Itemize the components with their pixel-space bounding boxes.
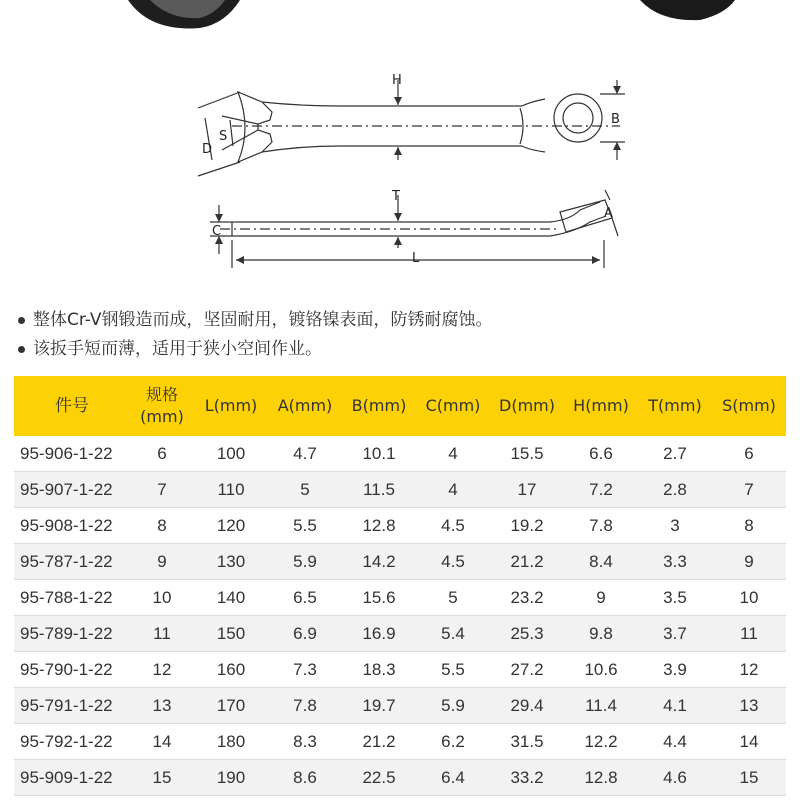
feature-list [18,306,493,364]
table-cell: 4.6 [638,760,712,796]
table-cell: 5 [268,472,342,508]
table-cell: 5.4 [416,616,490,652]
table-cell: 33.2 [490,760,564,796]
part-number-cell: 95-787-1-22 [14,544,130,580]
part-number-cell: 95-792-1-22 [14,724,130,760]
table-row [14,436,786,472]
table-cell: 31.5 [490,724,564,760]
bullet-icon [18,317,25,324]
table-cell: 7.3 [268,652,342,688]
table-cell: 7 [130,472,194,508]
table-cell: 21.2 [342,724,416,760]
table-cell: 3.7 [638,616,712,652]
table-cell: 13 [712,688,786,724]
column-header: S(mm) [712,376,786,436]
table-cell: 150 [194,616,268,652]
table-body [14,436,786,796]
label-s: S [219,129,228,144]
table-cell: 17 [490,472,564,508]
table-row [14,544,786,580]
part-number-cell: 95-909-1-22 [14,760,130,796]
table-row [14,580,786,616]
table-cell: 6 [130,436,194,472]
table-cell: 11 [130,616,194,652]
table-cell: 7 [712,472,786,508]
table-cell: 12.8 [342,508,416,544]
feature-item [18,335,493,364]
label-l: L [412,251,420,266]
table-cell: 6 [712,436,786,472]
table-cell: 10 [130,580,194,616]
table-row [14,724,786,760]
table-cell: 5 [416,580,490,616]
column-header: D(mm) [490,376,564,436]
table-cell: 8.6 [268,760,342,796]
table-cell: 11.4 [564,688,638,724]
label-c: C [212,224,222,239]
table-cell: 12 [712,652,786,688]
table-cell: 19.7 [342,688,416,724]
label-t: T [392,189,400,204]
table-cell: 10.1 [342,436,416,472]
table-cell: 5.9 [268,544,342,580]
spec-table [14,376,786,796]
table-cell: 8.3 [268,724,342,760]
table-cell: 23.2 [490,580,564,616]
table-cell: 9.8 [564,616,638,652]
table-cell: 19.2 [490,508,564,544]
table-cell: 130 [194,544,268,580]
table-row [14,652,786,688]
table-cell: 9 [130,544,194,580]
table-cell: 18.3 [342,652,416,688]
table-cell: 6.4 [416,760,490,796]
table-cell: 3 [638,508,712,544]
table-row [14,688,786,724]
bullet-icon [18,346,25,353]
table-cell: 5.9 [416,688,490,724]
table-cell: 4 [416,436,490,472]
table-cell: 110 [194,472,268,508]
feature-item [18,306,493,335]
table-cell: 12.2 [564,724,638,760]
table-cell: 13 [130,688,194,724]
table-cell: 27.2 [490,652,564,688]
part-number-cell: 95-788-1-22 [14,580,130,616]
table-cell: 9 [712,544,786,580]
label-h: H [392,73,402,88]
label-d: D [202,142,213,157]
table-cell: 7.8 [564,508,638,544]
table-cell: 5.5 [268,508,342,544]
table-cell: 120 [194,508,268,544]
part-number-cell: 95-789-1-22 [14,616,130,652]
table-cell: 29.4 [490,688,564,724]
label-b: B [611,112,620,127]
table-cell: 9 [564,580,638,616]
table-cell: 100 [194,436,268,472]
table-cell: 15.5 [490,436,564,472]
table-cell: 22.5 [342,760,416,796]
table-cell: 7.8 [268,688,342,724]
wrench-dimension-diagram [0,40,800,280]
wrench-photo [0,0,800,40]
label-a: A [604,206,613,221]
column-header: 规格 (mm) [130,376,194,436]
column-header: C(mm) [416,376,490,436]
table-cell: 140 [194,580,268,616]
table-header-row [14,376,786,436]
table-row [14,472,786,508]
table-cell: 11 [712,616,786,652]
table-cell: 8.4 [564,544,638,580]
table-cell: 21.2 [490,544,564,580]
feature-text: 整体Cr-V钢锻造而成，坚固耐用，镀铬镍表面，防锈耐腐蚀。 [33,310,493,330]
table-row [14,508,786,544]
table-cell: 4.7 [268,436,342,472]
column-header: L(mm) [194,376,268,436]
part-number-cell: 95-908-1-22 [14,508,130,544]
table-cell: 5.5 [416,652,490,688]
table-cell: 3.9 [638,652,712,688]
table-cell: 6.5 [268,580,342,616]
table-cell: 15 [712,760,786,796]
table-cell: 10.6 [564,652,638,688]
table-cell: 4.5 [416,508,490,544]
table-cell: 180 [194,724,268,760]
table-cell: 6.2 [416,724,490,760]
part-number-cell: 95-907-1-22 [14,472,130,508]
table-cell: 2.7 [638,436,712,472]
table-cell: 25.3 [490,616,564,652]
table-cell: 170 [194,688,268,724]
table-cell: 6.9 [268,616,342,652]
table-cell: 3.5 [638,580,712,616]
table-cell: 160 [194,652,268,688]
table-cell: 14 [130,724,194,760]
table-cell: 6.6 [564,436,638,472]
table-row [14,616,786,652]
column-header: B(mm) [342,376,416,436]
table-cell: 4.1 [638,688,712,724]
column-header: H(mm) [564,376,638,436]
table-cell: 8 [130,508,194,544]
part-number-cell: 95-791-1-22 [14,688,130,724]
table-cell: 10 [712,580,786,616]
table-cell: 8 [712,508,786,544]
table-cell: 4 [416,472,490,508]
feature-text: 该扳手短而薄，适用于狭小空间作业。 [33,339,322,359]
table-cell: 15 [130,760,194,796]
part-number-cell: 95-790-1-22 [14,652,130,688]
table-row [14,760,786,796]
table-cell: 16.9 [342,616,416,652]
table-cell: 3.3 [638,544,712,580]
table-cell: 12 [130,652,194,688]
table-cell: 2.8 [638,472,712,508]
table-cell: 7.2 [564,472,638,508]
table-cell: 190 [194,760,268,796]
table-cell: 12.8 [564,760,638,796]
column-header: A(mm) [268,376,342,436]
table-cell: 4.4 [638,724,712,760]
table-cell: 4.5 [416,544,490,580]
part-number-cell: 95-906-1-22 [14,436,130,472]
table-cell: 15.6 [342,580,416,616]
table-cell: 14.2 [342,544,416,580]
column-header: T(mm) [638,376,712,436]
table-cell: 11.5 [342,472,416,508]
column-header: 件号 [14,376,130,436]
table-cell: 14 [712,724,786,760]
